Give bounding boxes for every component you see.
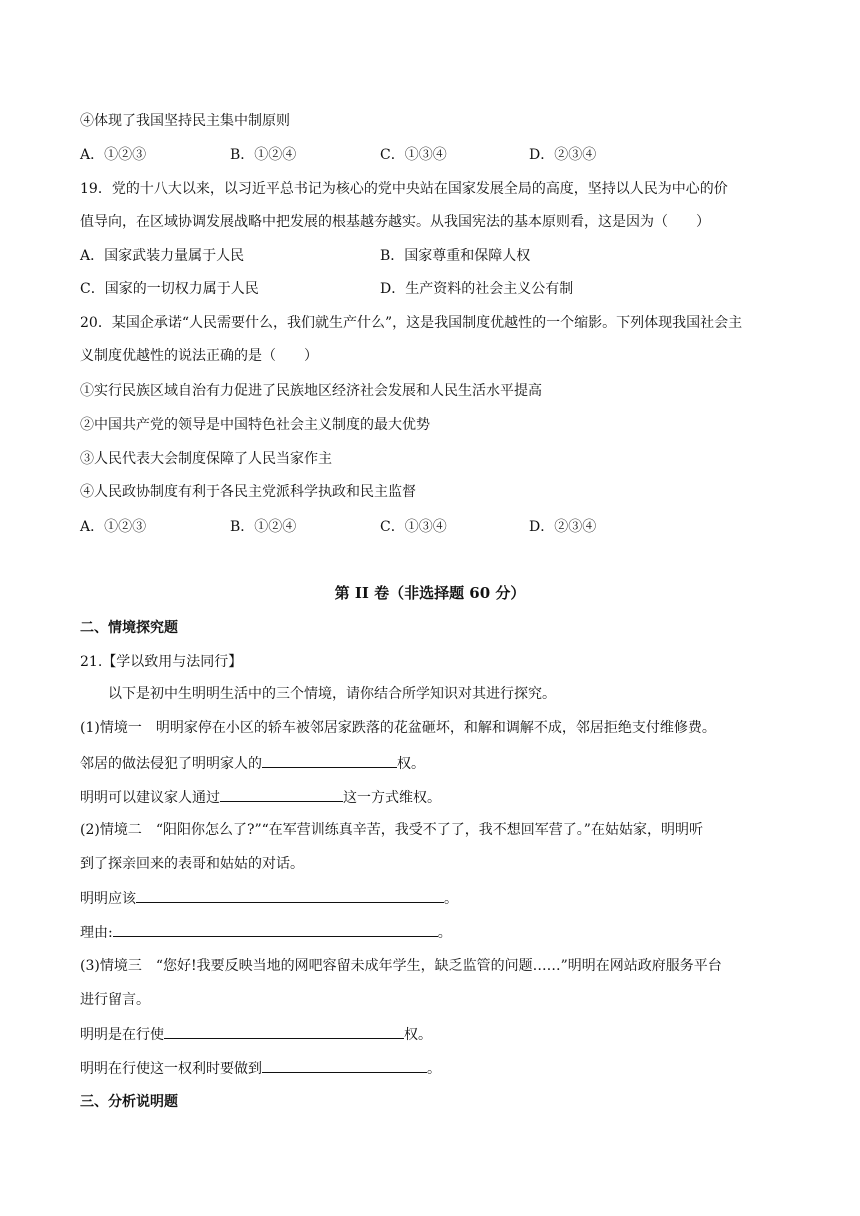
scenario-3-q2-blank[interactable] xyxy=(262,1058,427,1073)
q19-option-d: D．生产资料的社会主义公有制 xyxy=(380,281,574,297)
scenario-2-q1-suffix: 。 xyxy=(444,891,458,907)
q19-stem-line-1: 19．党的十八大以来，以习近平总书记为核心的党中央站在国家发展全局的高度，坚持以人民为中心的价 xyxy=(80,181,728,197)
q20-statement-3: ③人民代表大会制度保障了人民当家作主 xyxy=(80,451,332,467)
scenario-1-q1-prefix: 邻居的做法侵犯了明明家人的 xyxy=(80,756,262,772)
q18-statement-4: ④体现了我国坚持民主集中制原则 xyxy=(80,113,290,129)
scenario-2-q1-prefix: 明明应该 xyxy=(80,891,136,907)
q18-option-b: B．①②④ xyxy=(230,147,297,163)
scenario-1-q2-prefix: 明明可以建议家人通过 xyxy=(80,790,220,806)
scenario-3-q2-suffix: 。 xyxy=(427,1061,441,1077)
scenario-2-q1-blank[interactable] xyxy=(136,888,444,903)
q18-option-d: D．②③④ xyxy=(529,147,597,163)
scenario-2-q2-suffix: 。 xyxy=(437,925,452,941)
scenario-2-question-2 xyxy=(80,922,452,943)
q21-title: 21.【学以致用与法同行】 xyxy=(80,654,243,670)
scenario-3-question-1 xyxy=(80,1024,432,1045)
q21-intro: 以下是初中生明明生活中的三个情境，请你结合所学知识对其进行探究。 xyxy=(108,686,556,702)
q20-stem-line-2: 义制度优越性的说法正确的是（ ） xyxy=(80,348,318,364)
scenario-1-text: (1)情境一 明明家停在小区的轿车被邻居家跌落的花盆砸坏，和解和调解不成，邻居拒绝支付维修费。 xyxy=(80,720,716,736)
scenario-1-question-1 xyxy=(80,753,425,774)
scenario-3-question-2 xyxy=(80,1058,441,1079)
q20-option-d: D．②③④ xyxy=(529,519,597,535)
scenario-2-q2-blank[interactable] xyxy=(113,922,438,937)
scenario-3-q2-prefix: 明明在行使这一权利时要做到 xyxy=(80,1061,262,1077)
q20-option-b: B．①②④ xyxy=(230,519,297,535)
scenario-1-question-2 xyxy=(80,787,441,808)
scenario-2-question-1 xyxy=(80,888,458,909)
section-2-heading: 二、情境探究题 xyxy=(80,620,178,636)
q19-option-b: B．国家尊重和保障人权 xyxy=(380,248,531,264)
q19-option-c: C．国家的一切权力属于人民 xyxy=(80,281,259,297)
q18-option-a: A．①②③ xyxy=(80,147,147,163)
scenario-1-q1-blank[interactable] xyxy=(262,753,397,768)
scenario-3-q1-prefix: 明明是在行使 xyxy=(80,1027,164,1043)
q19-option-a: A．国家武装力量属于人民 xyxy=(80,248,245,264)
q19-stem-line-2: 值导向，在区域协调发展战略中把发展的根基越夯越实。从我国宪法的基本原则看，这是因为（ ） xyxy=(80,214,710,230)
scenario-1-q2-suffix: 这一方式维权。 xyxy=(343,790,441,806)
scenario-3-line-2: 进行留言。 xyxy=(80,992,150,1008)
scenario-2-line-2: 到了探亲回来的表哥和姑姑的对话。 xyxy=(80,856,304,872)
scenario-3-q1-suffix: 权。 xyxy=(404,1027,432,1043)
q18-option-c: C．①③④ xyxy=(380,147,447,163)
q20-statement-1: ①实行民族区域自治有力促进了民族地区经济社会发展和人民生活水平提高 xyxy=(80,383,542,399)
scenario-3-q1-blank[interactable] xyxy=(164,1024,404,1039)
section-3-heading: 三、分析说明题 xyxy=(80,1094,178,1110)
q20-option-c: C．①③④ xyxy=(380,519,447,535)
q20-statement-2: ②中国共产党的领导是中国特色社会主义制度的最大优势 xyxy=(80,417,430,433)
q20-option-a: A．①②③ xyxy=(80,519,147,535)
q20-stem-line-1: 20．某国企承诺“人民需要什么，我们就生产什么”，这是我国制度优越性的一个缩影。下列体现我国社会主 xyxy=(80,315,743,331)
scenario-2-line-1: (2)情境二 “阳阳你怎么了?”“在军营训练真辛苦，我受不了了，我不想回军营了。”在姑姑家，明明听 xyxy=(80,822,703,838)
scenario-1-q1-suffix: 权。 xyxy=(397,756,425,772)
scenario-2-q2-prefix: 理由: xyxy=(80,925,113,941)
scenario-1-q2-blank[interactable] xyxy=(220,787,343,802)
part-2-title: 第 II 卷（非选择题 60 分） xyxy=(334,584,526,602)
scenario-3-line-1: (3)情境三 “您好!我要反映当地的网吧容留未成年学生，缺乏监管的问题……”明明在网站政府服务平台 xyxy=(80,958,722,974)
q20-statement-4: ④人民政协制度有利于各民主党派科学执政和民主监督 xyxy=(80,484,416,500)
